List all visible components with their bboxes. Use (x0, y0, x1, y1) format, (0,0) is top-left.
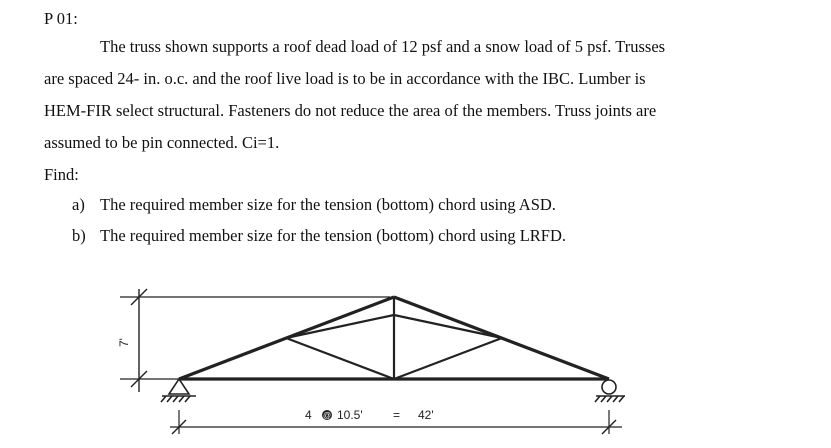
paragraph-line-4: assumed to be pin connected. Ci=1. (44, 133, 280, 152)
find-item-a-marker: a) (72, 195, 85, 214)
roller-support-right (595, 380, 625, 402)
problem-number: P 01: (44, 9, 78, 28)
span-dim-at-symbol: @ (323, 411, 332, 420)
span-dim-equals: = (393, 408, 401, 422)
web-right-bottom-diag (394, 338, 502, 379)
find-item-b-text: The required member size for the tension (bottom) chord using LRFD. (100, 226, 567, 245)
find-item-a-text: The required member size for the tension (bottom) chord using ASD. (100, 195, 556, 214)
span-dim-panel: 10.5' (337, 408, 363, 422)
span-dim-count: 4 (305, 408, 312, 422)
paragraph-line-1: The truss shown supports a roof dead load of 12 psf and a snow load of 5 psf. Trusses (100, 37, 666, 56)
height-dim-label: 7' (117, 338, 131, 347)
span-dim-total: 42' (418, 408, 434, 422)
pin-support-left (161, 379, 196, 402)
web-left-bottom-diag (286, 338, 394, 379)
paragraph-line-2: are spaced 24- in. o.c. and the roof live load is to be in accordance with the IBC. Lumber is (44, 69, 646, 88)
find-item-b-marker: b) (72, 226, 86, 245)
paragraph-line-3: HEM-FIR select structural. Fasteners do not reduce the area of the members. Truss joints are (44, 101, 657, 120)
find-label: Find: (44, 165, 79, 184)
